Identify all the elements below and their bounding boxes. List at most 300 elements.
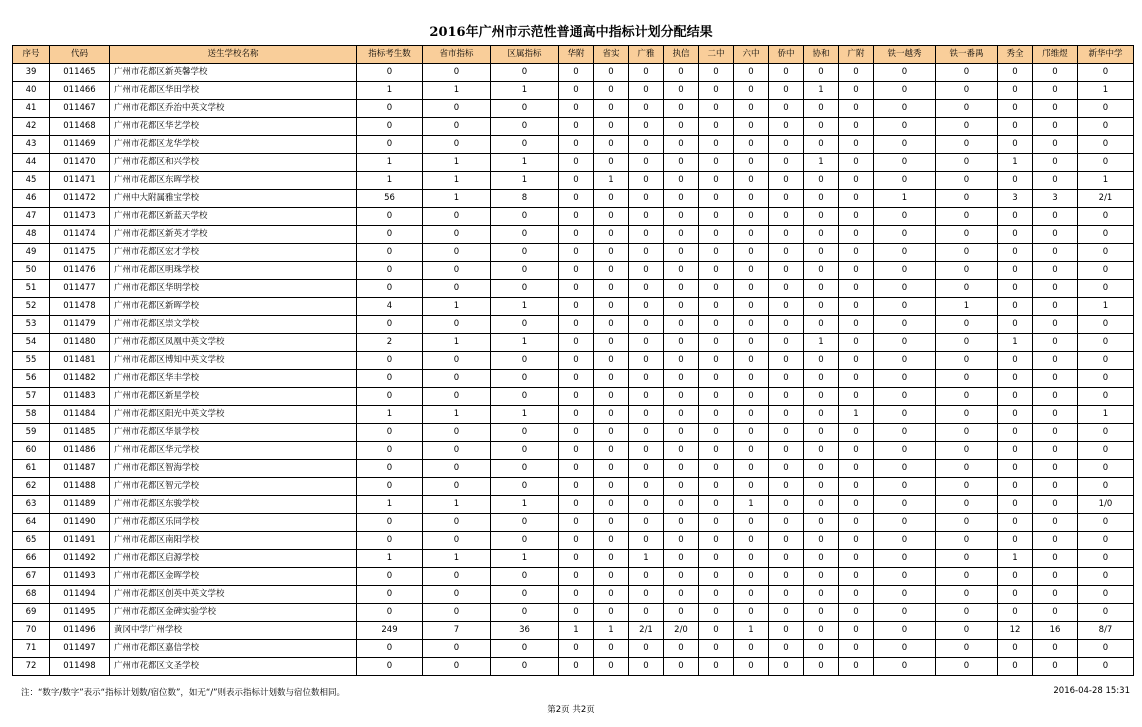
table-cell: 0 [769,478,804,496]
table-cell: 1 [734,622,769,640]
table-cell: 0 [804,352,839,370]
table-cell: 0 [769,262,804,280]
table-cell: 0 [804,622,839,640]
table-cell: 0 [804,298,839,316]
table-cell: 1 [734,496,769,514]
table-cell: 0 [664,442,699,460]
table-cell: 011473 [50,208,110,226]
table-cell: 0 [664,64,699,82]
table-cell: 0 [998,640,1033,658]
table-cell: 0 [1078,424,1134,442]
table-cell: 0 [559,586,594,604]
school-name-cell: 广州市花都区新晖学校 [110,298,357,316]
table-cell: 0 [491,136,559,154]
table-cell: 0 [804,280,839,298]
table-cell: 011481 [50,352,110,370]
table-row [13,226,1134,244]
table-cell: 0 [734,658,769,676]
table-cell: 0 [998,226,1033,244]
table-cell: 0 [936,604,998,622]
table-cell: 0 [699,100,734,118]
table-cell: 0 [664,316,699,334]
table-cell: 0 [629,478,664,496]
table-cell: 0 [699,532,734,550]
table-cell: 0 [1033,64,1078,82]
table-cell: 0 [491,568,559,586]
table-row [13,424,1134,442]
table-cell: 0 [804,100,839,118]
table-cell: 0 [769,424,804,442]
table-cell: 0 [936,334,998,352]
table-cell: 0 [936,172,998,190]
table-cell: 0 [734,424,769,442]
table-cell: 0 [936,100,998,118]
table-cell: 0 [839,388,874,406]
table-cell: 0 [357,262,423,280]
table-cell: 0 [559,424,594,442]
table-cell: 0 [491,100,559,118]
table-cell: 1 [423,334,491,352]
table-cell: 0 [699,136,734,154]
table-cell: 0 [839,64,874,82]
column-header: 二中 [699,46,734,64]
table-cell: 0 [559,532,594,550]
school-name-cell: 广州市花都区智海学校 [110,460,357,478]
table-cell: 0 [998,316,1033,334]
table-cell: 66 [13,550,50,568]
table-cell: 0 [664,352,699,370]
table-cell: 0 [699,514,734,532]
table-cell: 36 [491,622,559,640]
school-name-cell: 广州市花都区华田学校 [110,82,357,100]
table-cell: 1 [804,334,839,352]
table-cell: 0 [804,550,839,568]
table-cell: 0 [769,334,804,352]
table-cell: 0 [699,406,734,424]
school-name-cell: 广州市花都区华景学校 [110,424,357,442]
school-name-cell: 广州市花都区华艺学校 [110,118,357,136]
table-cell: 0 [594,514,629,532]
table-cell: 0 [629,586,664,604]
table-cell: 011465 [50,64,110,82]
table-cell: 0 [1078,532,1134,550]
table-cell: 0 [699,604,734,622]
table-cell: 0 [1078,100,1134,118]
table-cell: 011489 [50,496,110,514]
table-cell: 7 [423,622,491,640]
table-cell: 0 [734,118,769,136]
table-cell: 0 [559,118,594,136]
table-row [13,460,1134,478]
table-cell: 0 [423,352,491,370]
table-cell: 0 [699,334,734,352]
table-cell: 0 [491,262,559,280]
table-cell: 0 [1033,496,1078,514]
table-cell: 0 [839,118,874,136]
table-cell: 0 [357,208,423,226]
school-name-cell: 广州市花都区和兴学校 [110,154,357,172]
table-cell: 0 [769,298,804,316]
table-cell: 0 [491,64,559,82]
table-cell: 0 [769,82,804,100]
table-cell: 0 [699,388,734,406]
table-cell: 0 [839,190,874,208]
table-cell: 0 [357,100,423,118]
table-cell: 0 [839,514,874,532]
table-cell: 1 [357,154,423,172]
table-cell: 0 [423,64,491,82]
table-cell: 0 [664,370,699,388]
table-cell: 0 [1078,388,1134,406]
column-header: 执信 [664,46,699,64]
table-cell: 011478 [50,298,110,316]
table-cell: 59 [13,424,50,442]
table-cell: 0 [874,82,936,100]
table-cell: 0 [769,604,804,622]
table-cell: 0 [423,388,491,406]
table-cell: 0 [1033,226,1078,244]
table-cell: 0 [839,226,874,244]
table-cell: 0 [357,244,423,262]
column-header: 序号 [13,46,50,64]
table-cell: 0 [559,100,594,118]
table-cell: 0 [664,658,699,676]
table-cell: 0 [998,82,1033,100]
table-cell: 0 [559,352,594,370]
table-cell: 0 [357,478,423,496]
table-cell: 0 [357,568,423,586]
table-cell: 0 [804,226,839,244]
table-cell: 0 [629,172,664,190]
column-header: 铁一越秀 [874,46,936,64]
table-row [13,658,1134,676]
table-cell: 0 [423,316,491,334]
table-cell: 0 [769,244,804,262]
table-cell: 0 [664,604,699,622]
table-cell: 0 [734,334,769,352]
table-cell: 0 [936,532,998,550]
school-name-cell: 广州市花都区崇文学校 [110,316,357,334]
table-cell: 0 [594,640,629,658]
table-cell: 55 [13,352,50,370]
table-cell: 0 [423,136,491,154]
table-row [13,622,1134,640]
table-cell: 0 [936,658,998,676]
table-cell: 011466 [50,82,110,100]
table-cell: 0 [629,658,664,676]
table-cell: 0 [664,136,699,154]
table-cell: 0 [629,136,664,154]
table-cell: 0 [998,604,1033,622]
table-cell: 0 [664,100,699,118]
table-cell: 0 [1033,586,1078,604]
table-cell: 0 [998,658,1033,676]
table-cell: 0 [804,532,839,550]
table-cell: 0 [769,136,804,154]
table-cell: 0 [1033,154,1078,172]
table-cell: 011496 [50,622,110,640]
table-cell: 0 [874,352,936,370]
table-cell: 0 [594,442,629,460]
table-cell: 0 [769,64,804,82]
table-cell: 0 [423,118,491,136]
table-cell: 0 [1078,442,1134,460]
table-cell: 50 [13,262,50,280]
table-cell: 0 [1078,262,1134,280]
table-cell: 53 [13,316,50,334]
table-cell: 011474 [50,226,110,244]
table-row [13,640,1134,658]
table-cell: 0 [874,568,936,586]
table-cell: 0 [769,100,804,118]
table-row [13,244,1134,262]
table-cell: 0 [629,532,664,550]
table-cell: 0 [357,604,423,622]
table-cell: 0 [1033,298,1078,316]
table-row [13,478,1134,496]
table-cell: 0 [804,514,839,532]
table-cell: 0 [804,388,839,406]
table-cell: 2/1 [1078,190,1134,208]
table-cell: 0 [804,118,839,136]
table-cell: 0 [423,658,491,676]
table-cell: 0 [998,352,1033,370]
table-cell: 0 [491,370,559,388]
table-cell: 0 [1033,532,1078,550]
table-cell: 0 [839,460,874,478]
table-cell: 0 [491,208,559,226]
table-cell: 1 [491,82,559,100]
table-cell: 0 [1078,658,1134,676]
table-cell: 0 [1033,442,1078,460]
table-cell: 0 [491,280,559,298]
table-cell: 0 [734,370,769,388]
table-cell: 0 [629,262,664,280]
table-cell: 0 [491,244,559,262]
table-cell: 44 [13,154,50,172]
table-row [13,100,1134,118]
table-cell: 0 [594,208,629,226]
table-cell: 0 [936,496,998,514]
table-cell: 011480 [50,334,110,352]
table-cell: 0 [1078,64,1134,82]
school-name-cell: 广州中大附属雅宝学校 [110,190,357,208]
table-row [13,172,1134,190]
table-cell: 0 [874,136,936,154]
table-cell: 0 [734,388,769,406]
table-cell: 0 [594,586,629,604]
table-cell: 0 [559,406,594,424]
table-cell: 0 [936,388,998,406]
table-cell: 0 [839,622,874,640]
table-cell: 0 [734,478,769,496]
table-cell: 0 [936,316,998,334]
table-cell: 0 [664,154,699,172]
table-row [13,136,1134,154]
table-cell: 0 [998,280,1033,298]
table-cell: 0 [629,82,664,100]
table-cell: 0 [594,658,629,676]
school-name-cell: 广州市花都区启源学校 [110,550,357,568]
table-cell: 1 [839,406,874,424]
table-cell: 67 [13,568,50,586]
table-cell: 0 [559,550,594,568]
table-cell: 0 [559,190,594,208]
table-cell: 0 [594,244,629,262]
table-cell: 0 [664,406,699,424]
table-cell: 0 [998,406,1033,424]
table-cell: 47 [13,208,50,226]
table-cell: 0 [874,424,936,442]
table-cell: 0 [734,514,769,532]
table-cell: 011485 [50,424,110,442]
table-cell: 57 [13,388,50,406]
table-cell: 0 [1033,388,1078,406]
table-cell: 0 [998,244,1033,262]
table-cell: 0 [1033,136,1078,154]
column-header: 六中 [734,46,769,64]
table-cell: 0 [594,136,629,154]
column-header: 邝维煜 [1033,46,1078,64]
table-row [13,118,1134,136]
table-cell: 0 [769,280,804,298]
table-cell: 0 [874,532,936,550]
table-cell: 0 [699,424,734,442]
table-cell: 0 [491,604,559,622]
column-header: 省实 [594,46,629,64]
table-cell: 0 [734,532,769,550]
table-cell: 43 [13,136,50,154]
table-cell: 0 [423,442,491,460]
table-cell: 0 [357,316,423,334]
column-header: 代码 [50,46,110,64]
table-cell: 0 [998,370,1033,388]
table-cell: 0 [998,514,1033,532]
table-row [13,298,1134,316]
table-cell: 0 [559,64,594,82]
table-row [13,370,1134,388]
table-cell: 0 [1033,604,1078,622]
page-title: 2016年广州市示范性普通高中指标计划分配结果 [429,25,713,40]
table-cell: 011495 [50,604,110,622]
table-cell: 0 [874,208,936,226]
table-cell: 0 [1078,514,1134,532]
table-cell: 58 [13,406,50,424]
school-name-cell: 广州市花都区龙华学校 [110,136,357,154]
table-cell: 011488 [50,478,110,496]
table-cell: 0 [699,208,734,226]
table-cell: 0 [874,154,936,172]
table-cell: 0 [839,478,874,496]
table-cell: 0 [839,280,874,298]
table-cell: 1/0 [1078,496,1134,514]
table-header-row [13,46,1134,64]
table-row [13,64,1134,82]
table-cell: 0 [804,424,839,442]
table-cell: 0 [734,82,769,100]
table-cell: 51 [13,280,50,298]
table-cell: 1 [804,82,839,100]
table-cell: 0 [664,496,699,514]
column-header: 协和 [804,46,839,64]
table-cell: 0 [734,190,769,208]
table-cell: 0 [936,586,998,604]
table-cell: 0 [1033,100,1078,118]
table-row [13,190,1134,208]
table-cell: 0 [839,532,874,550]
table-cell: 63 [13,496,50,514]
table-cell: 0 [559,172,594,190]
table-cell: 0 [874,316,936,334]
table-cell: 0 [936,82,998,100]
table-cell: 0 [559,280,594,298]
table-cell: 45 [13,172,50,190]
table-cell: 0 [734,550,769,568]
table-cell: 0 [1033,514,1078,532]
school-name-cell: 广州市花都区东晖学校 [110,172,357,190]
table-cell: 0 [629,280,664,298]
table-cell: 0 [664,262,699,280]
table-cell: 0 [629,442,664,460]
table-cell: 0 [664,118,699,136]
table-cell: 0 [769,352,804,370]
school-name-cell: 广州市花都区明珠学校 [110,262,357,280]
table-cell: 0 [629,424,664,442]
table-cell: 0 [491,424,559,442]
column-header: 侨中 [769,46,804,64]
school-name-cell: 广州市花都区东骏学校 [110,496,357,514]
table-cell: 0 [734,262,769,280]
table-cell: 0 [1033,352,1078,370]
table-cell: 0 [734,586,769,604]
table-cell: 0 [629,190,664,208]
table-cell: 0 [839,370,874,388]
table-cell: 0 [699,244,734,262]
table-cell: 0 [1033,334,1078,352]
table-cell: 0 [629,496,664,514]
table-cell: 0 [699,658,734,676]
table-cell: 1 [423,154,491,172]
table-cell: 0 [629,640,664,658]
table-cell: 1 [1078,406,1134,424]
table-cell: 0 [629,352,664,370]
table-cell: 0 [769,388,804,406]
table-cell: 0 [559,334,594,352]
table-cell: 0 [998,208,1033,226]
table-cell: 0 [491,352,559,370]
table-cell: 0 [594,496,629,514]
table-cell: 0 [1078,334,1134,352]
table-cell: 39 [13,64,50,82]
table-cell: 0 [594,370,629,388]
table-cell: 0 [559,460,594,478]
table-cell: 0 [699,298,734,316]
column-header: 新华中学 [1078,46,1134,64]
table-cell: 0 [839,550,874,568]
table-cell: 0 [357,64,423,82]
table-row [13,586,1134,604]
table-cell: 0 [559,208,594,226]
school-name-cell: 广州市花都区金晖学校 [110,568,357,586]
table-cell: 0 [699,496,734,514]
table-cell: 0 [423,262,491,280]
school-name-cell: 黄冈中学广州学校 [110,622,357,640]
table-cell: 0 [594,280,629,298]
table-cell: 1 [357,406,423,424]
table-cell: 0 [998,532,1033,550]
table-cell: 0 [804,208,839,226]
table-cell: 0 [769,622,804,640]
